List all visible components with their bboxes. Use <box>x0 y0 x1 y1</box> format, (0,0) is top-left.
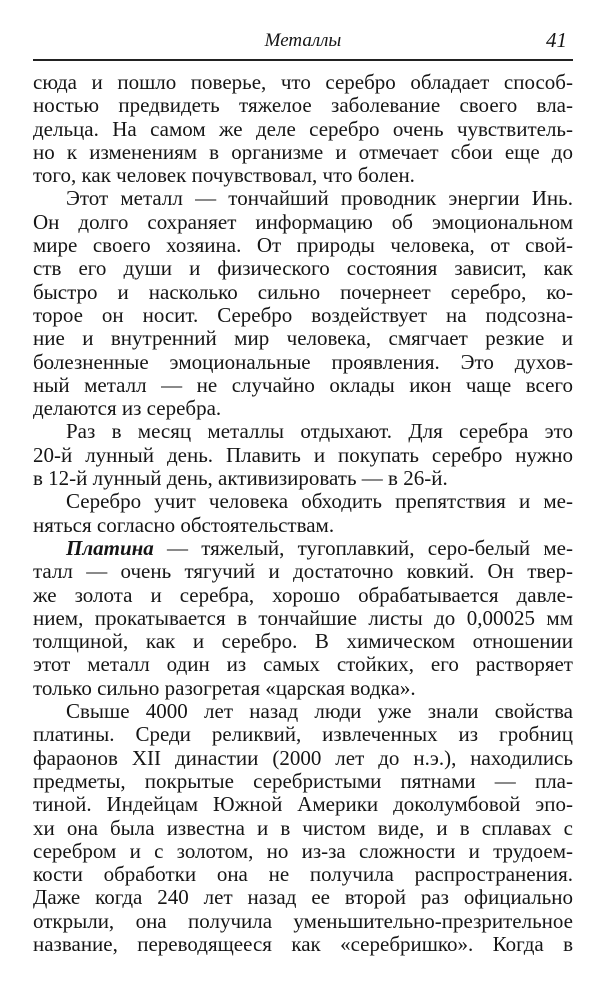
text-line: Он долго сохраняет информацию об эмоциональном <box>33 210 573 234</box>
body-text <box>33 71 573 956</box>
line-text: — тяжелый, тугоплавкий, серо-белый ме- <box>153 536 573 560</box>
text-line: открыли, она получила уменьшительно-презрительное <box>33 909 573 933</box>
text-line: ностью предвидеть тяжелое заболевание своего вла- <box>33 94 573 118</box>
text-line: нием, прокатывается в тончайшие листы до 0,00025 мм <box>33 606 573 630</box>
text-line: торое он носит. Серебро воздействует на подсозна- <box>33 303 573 327</box>
text-line: Даже когда 240 лет назад ее второй раз официально <box>33 886 573 910</box>
text-line: быстро и насколько сильно почернеет серебро, ко- <box>33 280 573 304</box>
text-line: только сильно разогретая «царская водка». <box>33 676 416 700</box>
text-line <box>33 537 573 560</box>
text-line: серебром и с золотом, но из-за сложности и трудоем- <box>33 839 573 863</box>
chapter-title: Металлы <box>264 30 342 51</box>
text-line: талл — очень тягучий и достаточно ковкий. Он твер- <box>33 560 573 584</box>
text-line: Этот металл — тончайший проводник энергии Инь. <box>66 187 573 211</box>
text-line: дельца. На самом же деле серебро очень чувствитель- <box>33 117 573 141</box>
paragraph <box>33 187 573 420</box>
text-line: кости обработки она не получила распространения. <box>33 863 573 887</box>
text-line: ние и внутренний мир человека, смягчает резкие и <box>33 327 573 351</box>
text-line: Раз в месяц металлы отдыхают. Для серебра это <box>66 420 573 444</box>
text-line: платины. Среди реликвий, извлеченных из гробниц <box>33 723 573 747</box>
header-rule <box>33 59 573 61</box>
text-line: фараонов XII династии (2000 лет до н.э.), находились <box>33 746 573 770</box>
term-heading: Платина <box>66 536 154 560</box>
text-line: ств его души и физического состояния зависит, как <box>33 257 573 281</box>
text-line: Серебро учит человека обходить препятствия и ме- <box>66 490 573 514</box>
running-head <box>33 26 573 56</box>
text-line: того, как человек почувствовал, что болен. <box>33 164 415 188</box>
paragraph <box>33 490 573 537</box>
text-line: 20-й лунный день. Плавить и покупать серебро нужно <box>33 443 573 467</box>
text-line: толщиной, как и серебро. В химическом отношении <box>33 630 573 654</box>
paragraph <box>33 71 573 187</box>
text-line: хи она была известна и в чистом виде, и в сплавах с <box>33 816 573 840</box>
paragraph <box>33 537 573 700</box>
text-line: делаются из серебра. <box>33 397 222 421</box>
text-line: название, переводящееся как «серебришко». Когда в <box>33 932 573 956</box>
text-line: болезненные эмоциональные проявления. Это духов- <box>33 350 573 374</box>
page-number: 41 <box>546 28 567 52</box>
text-line: тиной. Индейцам Южной Америки доколумбовой эпо- <box>33 793 573 817</box>
text-line: но к изменениям в организме и отмечает сбои еще до <box>33 140 573 164</box>
text-line: Свыше 4000 лет назад люди уже знали свойства <box>66 700 573 724</box>
text-line: сюда и пошло поверье, что серебро обладает способ- <box>33 71 573 94</box>
text-line: ный металл — не случайно оклады икон чаще всего <box>33 373 573 397</box>
text-line: предметы, покрытые серебристыми пятнами — пла- <box>33 769 573 793</box>
text-line: няться согласно обстоятельствам. <box>33 513 335 537</box>
text-line: же золота и серебра, хорошо обрабатывается давле- <box>33 583 573 607</box>
paragraph <box>33 420 573 490</box>
text-line: в 12-й лунный день, активизировать — в 26-й. <box>33 467 448 491</box>
paragraph <box>33 700 573 956</box>
text-line: мире своего хозяина. От природы человека, от свой- <box>33 234 573 258</box>
text-line: этот металл один из самых стойких, его растворяет <box>33 653 573 677</box>
